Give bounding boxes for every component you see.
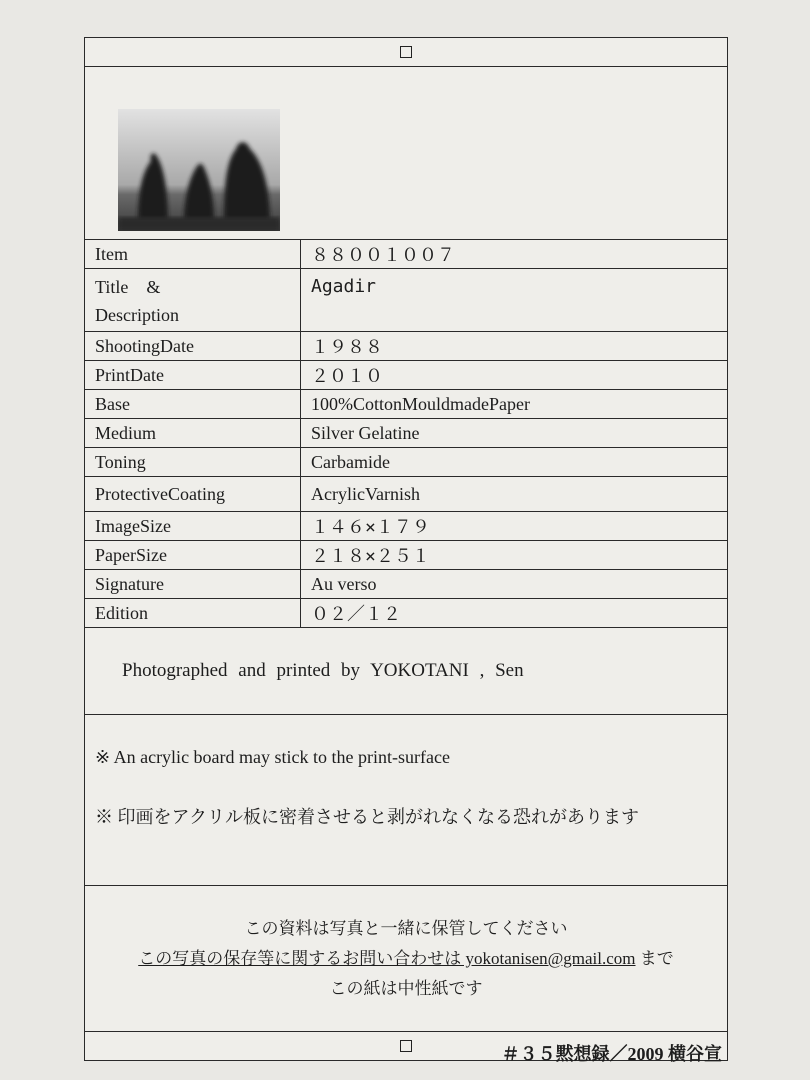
- table-row: [85, 570, 727, 599]
- table-row: [85, 390, 727, 419]
- table-row: [85, 269, 727, 332]
- spec-key: Edition: [85, 599, 301, 628]
- spec-key: Item: [85, 240, 301, 269]
- thumbnail-photo: [118, 109, 280, 231]
- spec-key: [85, 269, 301, 332]
- spec-key: Toning: [85, 448, 301, 477]
- info-line-keep: この資料は写真と一緒に保管してください: [244, 919, 568, 938]
- spec-value: AcrylicVarnish: [301, 477, 728, 512]
- table-row: [85, 599, 727, 628]
- note-japanese: ※ 印画をアクリル板に密着させると剥がれなくなる恐れがあります: [95, 807, 639, 827]
- spec-key-line2: Description: [95, 305, 179, 325]
- spec-key-line1: Title &: [95, 277, 161, 297]
- figures-silhouette-icon: [118, 109, 280, 231]
- contact-tail: まで: [635, 949, 674, 968]
- spec-value: Agadir: [301, 269, 728, 332]
- table-row: [85, 541, 727, 570]
- spec-value: ８８００１００７: [301, 240, 728, 269]
- spec-key: ImageSize: [85, 512, 301, 541]
- spec-key: ProtectiveCoating: [85, 477, 301, 512]
- spec-value: １９８８: [301, 332, 728, 361]
- spec-value: １４６×１７９: [301, 512, 728, 541]
- contact-email-link[interactable]: この写真の保存等に関するお問い合わせは yokotanisen@gmail.com: [138, 949, 636, 968]
- table-row: [85, 361, 727, 390]
- credit-line: [85, 628, 727, 715]
- spec-value: Carbamide: [301, 448, 728, 477]
- table-row: [85, 512, 727, 541]
- table-row: [85, 448, 727, 477]
- info-line-paper: この紙は中性紙です: [329, 979, 483, 998]
- table-row: [85, 332, 727, 361]
- spec-key: Signature: [85, 570, 301, 599]
- photo-cell: [85, 67, 727, 240]
- spec-value: ２０１０: [301, 361, 728, 390]
- spec-value: ０２／１２: [301, 599, 728, 628]
- footer-series-label: ＃３５黙想録／2009 横谷宣: [501, 1044, 722, 1064]
- table-row: [85, 419, 727, 448]
- top-checkbox-icon[interactable]: [400, 46, 412, 58]
- bottom-checkbox-icon[interactable]: [400, 1040, 412, 1052]
- print-label-sheet: [84, 37, 728, 1061]
- credit-text: Photographed and printed by YOKOTANI , Sen: [122, 660, 524, 681]
- spec-value: 100%CottonMouldmadePaper: [301, 390, 728, 419]
- spec-table: [85, 240, 727, 628]
- spec-key: PaperSize: [85, 541, 301, 570]
- table-row: [85, 240, 727, 269]
- notes-section: [85, 742, 727, 886]
- spec-key: ShootingDate: [85, 332, 301, 361]
- spec-value: ２１８×２５１: [301, 541, 728, 570]
- spec-value: Silver Gelatine: [301, 419, 728, 448]
- spec-key: Medium: [85, 419, 301, 448]
- spec-key: Base: [85, 390, 301, 419]
- spec-key: PrintDate: [85, 361, 301, 390]
- top-checkbox-row: [85, 38, 727, 67]
- note-english: ※ An acrylic board may stick to the print-surface: [95, 747, 450, 767]
- storage-info-section: [85, 886, 727, 1031]
- table-row: [85, 477, 727, 512]
- spec-value: Au verso: [301, 570, 728, 599]
- info-line-contact: [85, 944, 727, 974]
